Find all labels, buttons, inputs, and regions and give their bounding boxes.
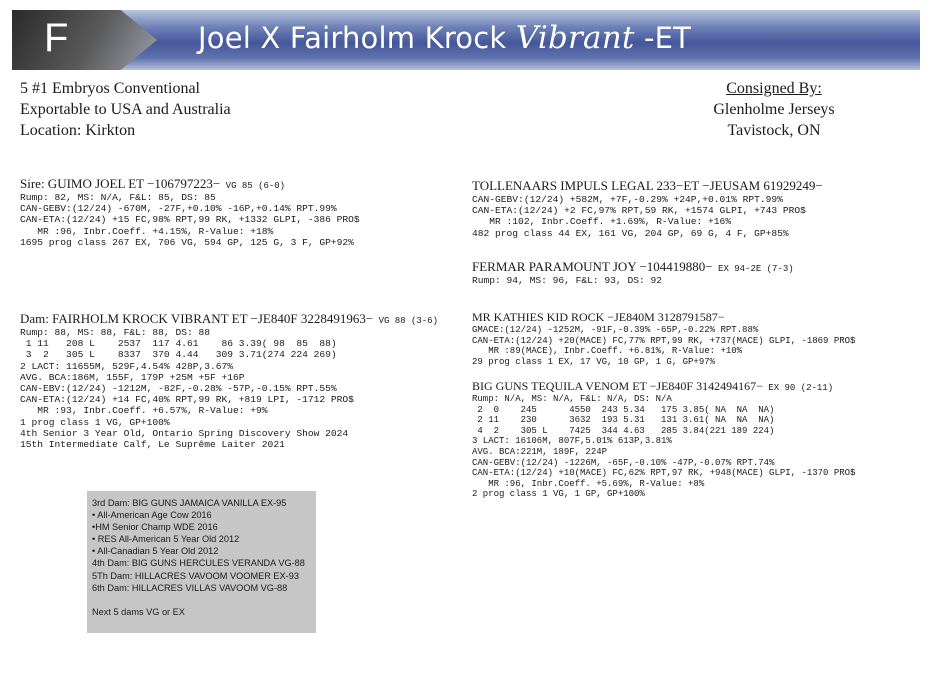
pedigree-line: 15th Intermediate Calf, Le Suprême Laiter 2021	[20, 439, 285, 451]
pedigree-line: Rump: N/A, MS: N/A, F&L: N/A, DS: N/A	[472, 394, 672, 404]
consigned-label: Consigned By:	[726, 80, 822, 97]
pedigree-line: 4th Senior 3 Year Old, Ontario Spring Discovery Show 2024	[20, 427, 349, 439]
pedigree-line: GMACE:(12/24) -1252M, -91F,-0.39% -65P,-0.22% RPT.88%	[472, 325, 759, 335]
pedigree-line: 1 prog class 1 VG, GP+100%	[20, 416, 170, 428]
dam-score: VG 88 (3-6)	[373, 316, 438, 326]
maternal-granddam-score: EX 90 (2-11)	[762, 383, 834, 393]
family-line: • All-Canadian 5 Year Old 2012	[92, 546, 219, 557]
pedigree-line: 2 0 245 4550 243 5.34 175 3.85( NA NA NA)	[472, 404, 775, 415]
lot-letter: F	[44, 16, 69, 60]
family-line: •HM Senior Champ WDE 2016	[92, 522, 218, 533]
paternal-granddam-score: EX 94-2E (7-3)	[712, 264, 794, 274]
info-line: Exportable to USA and Australia	[20, 101, 231, 118]
family-line	[92, 594, 316, 606]
family-line: 6th Dam: HILLACRES VILLAS VAVOOM VG-88	[92, 582, 288, 593]
maternal-granddam-heading	[472, 379, 855, 394]
pedigree-line: CAN-ETA:(12/24) +2 FC,97% RPT,59 RK, +1574 GLPI, +743 PRO$	[472, 205, 806, 217]
paternal-grandsire-heading: TOLLENAARS IMPULS LEGAL 233−ET −JEUSAM 61929249−	[472, 178, 823, 193]
title-main: Joel X Fairholm Krock	[198, 21, 516, 55]
dam-block	[20, 311, 438, 450]
dam-name: Dam: FAIRHOLM KROCK VIBRANT ET −JE840F 3228491963−	[20, 311, 374, 326]
paternal-granddam-heading	[472, 259, 794, 275]
pedigree-line: MR :93, Inbr.Coeff. +6.57%, R-Value: +9%	[20, 405, 268, 417]
maternal-granddam-block	[472, 379, 855, 500]
pedigree-line: 2 prog class 1 VG, 1 GP, GP+100%	[472, 489, 645, 500]
maternal-granddam-name: BIG GUNS TEQUILA VENOM ET −JE840F 3142494167−	[472, 379, 763, 393]
pedigree-line: AVG. BCA:221M, 189F, 224P	[472, 446, 608, 457]
sire-block	[20, 176, 360, 248]
consignor-place: Tavistock, ON	[727, 122, 821, 139]
pedigree-line: MR :89(MACE), Inbr.Coeff. +6.81%, R-Value: +10%	[472, 346, 743, 357]
info-line: Location: Kirkton	[20, 122, 136, 139]
header-banner	[12, 10, 920, 70]
pedigree-line: 4 2 305 L 7425 344 4.63 285 3.84(221 189 224)	[472, 425, 775, 436]
pedigree-line: CAN-ETA:(12/24) +15 FC,98% RPT,99 RK, +1332 GLPI, -386 PRO$	[20, 214, 360, 226]
sire-score: VG 85 (6-0)	[220, 181, 286, 191]
pedigree-line: AVG. BCA:186M, 155F, 179P +25M +5F +16P	[20, 371, 245, 383]
sire-name: Sire: GUIMO JOEL ET −106797223−	[20, 176, 221, 191]
pedigree-line: CAN-GEBV:(12/24) -670M, -27F,+0.10% -16P,+0.14% RPT.99%	[20, 203, 337, 215]
lot-info	[20, 78, 231, 141]
maternal-grandsire-heading: MR KATHIES KID ROCK −JE840M 3128791587−	[472, 310, 725, 324]
pedigree-line: 2 11 230 3632 193 5.31 131 3.61( NA NA NA)	[472, 415, 775, 426]
pedigree-line: Rump: 88, MS: 88, F&L: 88, DS: 88	[20, 327, 210, 338]
family-line: 3rd Dam: BIG GUNS JAMAICA VANILLA EX-95	[92, 498, 287, 508]
title-script: Vibrant	[515, 20, 635, 56]
pedigree-line: CAN-ETA:(12/24) +14 FC,40% RPT,99 RK, +819 LPI, -1712 PRO$	[20, 394, 354, 406]
family-line: 5Th Dam: HILLACRES VAVOOM VOOMER EX-93	[92, 570, 299, 581]
lot-tab	[12, 10, 157, 70]
paternal-granddam-name: FERMAR PARAMOUNT JOY −104419880−	[472, 259, 713, 274]
pedigree-line: 3 2 305 L 8337 370 4.44 309 3.71(274 224 269)	[20, 349, 337, 361]
consignor-name: Glenholme Jerseys	[713, 101, 835, 118]
sire-heading	[20, 176, 360, 192]
pedigree-line: Rump: 82, MS: N/A, F&L: 85, DS: 85	[20, 192, 216, 203]
maternal-grandsire-block	[472, 310, 855, 367]
paternal-granddam-block	[472, 259, 794, 286]
pedigree-line: 482 prog class 44 EX, 161 VG, 204 GP, 69 G, 4 F, GP+85%	[472, 227, 789, 239]
consignor-info	[694, 78, 854, 141]
family-line: • RES All-American 5 Year Old 2012	[92, 534, 240, 545]
family-line: • All-American Age Cow 2016	[92, 510, 212, 521]
pedigree-line: Rump: 94, MS: 96, F&L: 93, DS: 92	[472, 275, 662, 286]
family-line: Next 5 dams VG or EX	[92, 606, 185, 617]
pedigree-line: 3 LACT: 16106M, 807F,5.01% 613P,3.81%	[472, 436, 672, 447]
pedigree-line: MR :96, Inbr.Coeff. +4.15%, R-Value: +18%	[20, 225, 274, 237]
lot-title	[198, 20, 691, 56]
family-line: 4th Dam: BIG GUNS HERCULES VERANDA VG-88	[92, 558, 305, 569]
dam-family-box	[87, 491, 316, 633]
pedigree-line: CAN-ETA:(12/24) +10(MACE) FC,62% RPT,97 RK, +948(MACE) GLPI, -1370 PRO$	[472, 468, 856, 479]
pedigree-line: MR :96, Inbr.Coeff. +5.69%, R-Value: +8%	[472, 478, 705, 489]
pedigree-line: CAN-EBV:(12/24) -1212M, -82F,-0.28% -57P,-0.15% RPT.55%	[20, 383, 337, 395]
title-suffix: -ET	[634, 21, 692, 55]
paternal-grandsire-block	[472, 178, 823, 239]
pedigree-line: CAN-GEBV:(12/24) -1226M, -65F,-0.10% -47P,-0.07% RPT.74%	[472, 457, 775, 468]
pedigree-line: 1 11 208 L 2537 117 4.61 86 3.39( 98 85 88)	[20, 338, 337, 350]
pedigree-line: 1695 prog class 267 EX, 706 VG, 594 GP, 125 G, 3 F, GP+92%	[20, 236, 354, 248]
pedigree-line: CAN-GEBV:(12/24) +582M, +7F,-0.29% +24P,+0.01% RPT.99%	[472, 194, 783, 205]
pedigree-line: MR :102, Inbr.Coeff. +1.69%, R-Value: +16%	[472, 216, 732, 228]
pedigree-line: 2 LACT: 11655M, 529F,4.54% 428P,3.67%	[20, 360, 234, 372]
info-line: 5 #1 Embryos Conventional	[20, 80, 200, 97]
pedigree-line: CAN-ETA:(12/24) +20(MACE) FC,77% RPT,99 RK, +737(MACE) GLPI, -1869 PRO$	[472, 335, 856, 346]
dam-heading	[20, 311, 438, 327]
pedigree-line: 29 prog class 1 EX, 17 VG, 10 GP, 1 G, GP+97%	[472, 356, 716, 367]
